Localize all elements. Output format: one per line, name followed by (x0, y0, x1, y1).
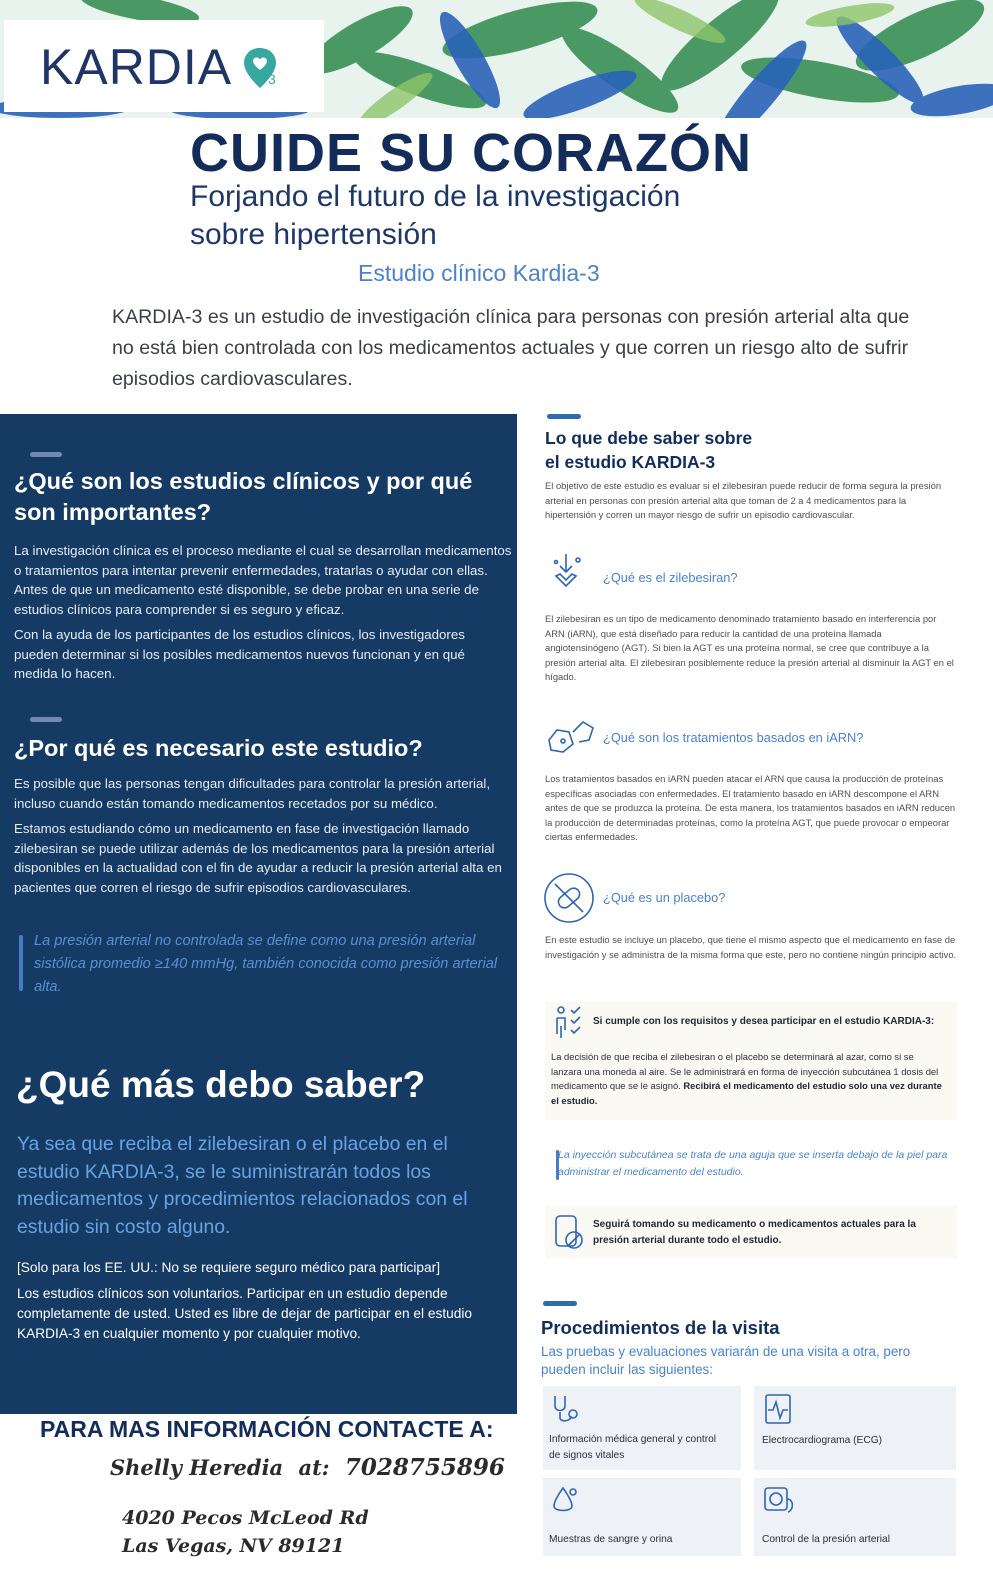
quote-bar (19, 935, 23, 991)
procedure-label: Control de la presión arterial (762, 1534, 890, 1545)
injection-drop-icon (548, 550, 592, 598)
subtitle-line-1: Forjando el futuro de la investigación (190, 180, 681, 213)
what-to-know-line-2: el estudio KARDIA-3 (545, 452, 716, 472)
contact-address (122, 1504, 369, 1560)
why-study-paragraph-1: Es posible que las personas tengan dificultades para controlar la presión arterial, incluso cuando están tomando medicamentos recetados por su médico. (14, 776, 491, 811)
contact-line (110, 1454, 505, 1481)
eligibility-text: La decisión de que reciba el zilebesiran o el placebo se determinará al azar, como si se lanzara una moneda al aire. Se le administrará en forma de inyección subcutánea 1 dosis del medicamento que se le asignó. (551, 1051, 939, 1091)
eligibility-heading: Si cumple con los requisitos y desea participar en el estudio KARDIA-3: (593, 1016, 935, 1027)
logo: KARDIA (40, 39, 233, 95)
section-dash (547, 414, 581, 419)
procedure-tile-medical-info (543, 1386, 741, 1470)
eligibility-paragraph (551, 1050, 946, 1108)
rna-molecule-icon (543, 716, 597, 760)
clinical-studies-paragraph-1: La investigación clínica es el proceso mediante el cual se desarrollan medicamentos o tratamientos para intentar prevenir enfermedades, tratarlas o ayudar con ellas. Antes de que un medicamento esté disponible, se debe probar en una serie de estudios clínicos para comprender si es seguro y eficaz. (14, 543, 512, 618)
contact-at: at: (298, 1455, 330, 1480)
procedure-tile-samples (543, 1478, 741, 1556)
page-title: CUIDE SU CORAZÓN (190, 123, 753, 183)
voluntary-paragraph: Los estudios clínicos son voluntarios. Participar en un estudio depende completamente de usted. Usted es libre de dejar de participar en el estudio KARDIA-3 en cualquier momento y por cualquier motivo. (17, 1286, 472, 1341)
hypertension-definition-quote: La presión arterial no controlada se define como una presión arterial sistólica promedio ≥140 mmHg, también conocida como presión arterial alta. (34, 933, 498, 995)
procedure-tile-blood-pressure (754, 1478, 956, 1556)
ecg-monitor-icon (762, 1392, 796, 1426)
contact-name: Shelly Heredia (110, 1455, 284, 1480)
intro-paragraph: KARDIA-3 es un estudio de investigación clínica para personas con presión arterial alta que no está bien controlada con los medicamentos actuales y que corren un riesgo alto de sufrir episodios cardiovasculares. (112, 306, 910, 390)
section-dash (30, 717, 62, 722)
procedure-label: Muestras de sangre y orina (549, 1534, 673, 1545)
checklist-icon (553, 1004, 585, 1042)
subtitle-line-2: sobre hipertensión (190, 218, 437, 251)
visit-procedures-subtitle: Las pruebas y evaluaciones variarán de una visita a otra, pero pueden incluir las siguientes: (541, 1344, 911, 1377)
question-irna-treatments: ¿Qué son los tratamientos basados en iARN? (603, 730, 864, 745)
study-name: Estudio clínico Kardia-3 (358, 260, 600, 286)
contact-phone[interactable]: 7028755896 (344, 1454, 505, 1481)
page-subtitle (190, 178, 810, 254)
answer-zilebesiran: El zilebesiran es un tipo de medicamento denominado tratamiento basado en interferencia por ARN (iARN), que está diseñado para reducir la cantidad de una proteína llamada angiotensinógeno (AGT). Si bien la AGT es una proteína normal, se cree que contribuye a la presión arterial alta. El zilebesiran posiblemente reduce la presión arterial al disminuir la AGT en el hígado. (545, 613, 954, 682)
logo-badge: 3 (268, 71, 276, 87)
section-heading-clinical-studies: ¿Qué son los estudios clínicos y por qué son importantes? (14, 468, 473, 525)
study-objective-paragraph: El objetivo de este estudio es evaluar si el zilebesiran puede reducir de forma segura la presión arterial en personas con presión arterial alta que toman de 2 a 4 medicamentos para la hipertensión y corren un mayor riesgo de sufrir un episodio cardiovascular. (545, 480, 942, 520)
eligibility-bold-note: Recibirá el medicamento del estudio solo una vez durante el estudio. (551, 1080, 942, 1106)
answer-placebo: En este estudio se incluye un placebo, que tiene el mismo aspecto que el medicamento en fase de investigación y se administra de la misma forma que este, pero no contiene ningún principio activo. (545, 934, 957, 960)
clinical-studies-paragraph-2: Con la ayuda de los participantes de los estudios clínicos, los investigadores pueden determinar si los posibles medicamentos nuevos funcionan y en qué medida lo hacen. (14, 627, 465, 682)
question-placebo: ¿Qué es un placebo? (603, 890, 726, 905)
section-heading-what-to-know (545, 426, 945, 474)
address-line-1: 4020 Pecos McLeod Rd (122, 1507, 369, 1529)
section-dash (30, 452, 62, 457)
blood-pressure-monitor-icon (762, 1484, 798, 1518)
contact-heading: PARA MAS INFORMACIÓN CONTACTE A: (40, 1416, 494, 1442)
stethoscope-icon (549, 1392, 583, 1426)
subcutaneous-injection-quote: La inyección subcutánea se trata de una aguja que se inserta debajo de la piel para administrar el medicamento del estudio. (558, 1149, 948, 1178)
why-study-paragraph-2: Estamos estudiando cómo un medicamento en fase de investigación llamado zilebesiran se puede utilizar además de los medicamentos para la presión arterial disponibles en la actualidad con el fin de ayudar a reducir la presión arterial alta en pacientes que corren el riesgo de sufrir episodios cardiovasculares. (14, 821, 502, 896)
heart-pin-icon (240, 44, 280, 92)
answer-irna-treatments: Los tratamientos basados en iARN pueden atacar el ARN que causa la producción de proteínas específicas asociadas con enfermedades. El tratamiento basado en iARN descompone el ARN antes de que se produzca la proteína. De esta manera, los tratamientos basados en iARN reducen la producción de determinadas proteínas, como la proteína AGT, que puede provocar o empeorar ciertas enfermedades. (545, 773, 956, 842)
pill-bottle-icon (552, 1212, 586, 1252)
section-heading-visit-procedures: Procedimientos de la visita (541, 1317, 780, 1338)
medication-note: Seguirá tomando su medicamento o medicamentos actuales para la presión arterial durante todo el estudio. (593, 1219, 916, 1246)
address-line-2: Las Vegas, NV 89121 (122, 1535, 345, 1557)
procedure-label: Electrocardiograma (ECG) (762, 1435, 883, 1446)
placebo-pill-icon (543, 870, 599, 926)
what-to-know-line-1: Lo que debe saber sobre (545, 428, 753, 448)
blood-drop-icon (549, 1484, 583, 1518)
us-only-note: [Solo para los EE. UU.: No se requiere seguro médico para participar] (17, 1260, 440, 1275)
section-heading-what-else: ¿Qué más debo saber? (16, 1064, 426, 1105)
section-dash (543, 1301, 577, 1306)
section-heading-why-study: ¿Por qué es necesario este estudio? (14, 735, 423, 761)
procedure-label: Información médica general y control de signos vitales (549, 1434, 717, 1461)
question-zilebesiran: ¿Qué es el zilebesiran? (603, 570, 738, 585)
procedure-tile-ecg (754, 1386, 956, 1470)
no-cost-paragraph: Ya sea que reciba el zilebesiran o el placebo en el estudio KARDIA-3, se le suministrarán todos los medicamentos y procedimientos relacionados con el estudio sin costo alguno. (17, 1133, 468, 1238)
